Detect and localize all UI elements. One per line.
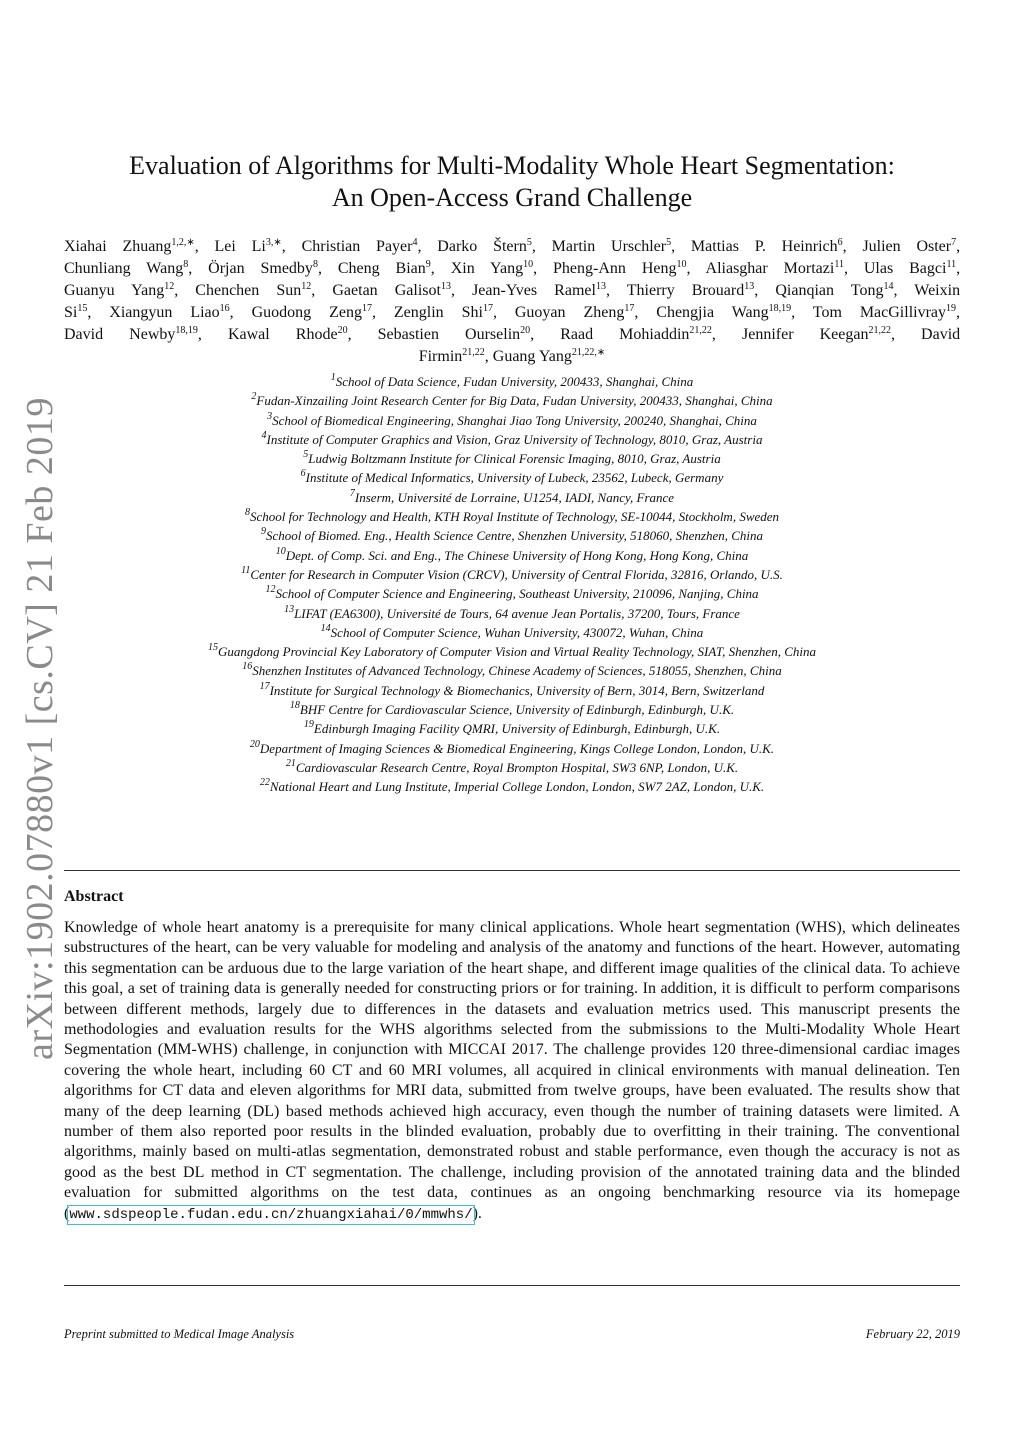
affiliation-text: Cardiovascular Research Centre, Royal Brompton Hospital, SW3 6NP, London, U.K.: [295, 759, 739, 775]
homepage-link[interactable]: www.sdspeople.fudan.edu.cn/zhuangxiahai/0/mmwhs/: [69, 1206, 473, 1223]
affiliation-text: Center for Research in Computer Vision (CRCV), University of Central Florida, 32816, Orlando, U.S.: [250, 566, 783, 582]
author: [627, 282, 776, 299]
affiliation-item: [64, 449, 960, 468]
author-name: Xiangyun Liao: [109, 304, 220, 321]
author-separator: ,: [842, 238, 863, 255]
affiliation-number: 7: [349, 487, 355, 499]
author-affiliation-mark: 20: [337, 325, 348, 336]
author: [560, 326, 742, 343]
author-affiliation-mark: 19: [946, 303, 957, 314]
author-separator: ,: [531, 238, 552, 255]
author: [472, 282, 627, 299]
author-name: Kawal Rhode: [227, 326, 338, 343]
author: [656, 304, 813, 321]
author: [921, 326, 960, 343]
abstract-bottom-rule: [64, 1285, 960, 1286]
author-name: Xiahai Zhuang: [64, 238, 172, 255]
author-name: Chenchen Sun: [195, 282, 302, 299]
affiliation-item: [64, 565, 960, 584]
affiliation-text: Ludwig Boltzmann Institute for Clinical Forensic Imaging, 8010, Graz, Austria: [308, 451, 721, 467]
author-name: Mattias P. Heinrich: [690, 238, 838, 255]
author-name: Martin Urschler: [551, 238, 667, 255]
author: [252, 304, 394, 321]
author-name: Darko Štern: [437, 238, 527, 255]
author-name: Pheng-Ann Heng: [553, 260, 677, 277]
author-affiliation-mark: 4: [412, 237, 418, 248]
author-line: [64, 346, 960, 368]
author-separator: ,: [956, 260, 961, 277]
author-affiliation-mark: 21,22,∗: [571, 347, 606, 358]
abstract-body: [64, 918, 960, 1225]
affiliation-item: [64, 372, 960, 391]
author-line: [64, 324, 960, 346]
author-separator: ,: [605, 282, 627, 299]
author-name: Julien Oster: [862, 238, 952, 255]
author-name: Qianqian Tong: [775, 282, 884, 299]
author-name: Thierry Brouard: [626, 282, 745, 299]
author-line: [64, 302, 960, 324]
author-name: Xin Yang: [450, 260, 524, 277]
affiliation-text: Institute of Computer Graphics and Vision, Graz University of Technology, 8010, Graz, Austria: [266, 431, 763, 447]
affiliation-text: Department of Imaging Sciences & Biomedical Engineering, Kings College London, London, U.K.: [259, 740, 775, 756]
author-name: Guoyan Zheng: [514, 304, 625, 321]
author-affiliation-mark: 11: [834, 259, 844, 270]
footer-journal: Preprint submitted to Medical Image Analysis: [64, 1327, 295, 1341]
author: [775, 282, 914, 299]
author-affiliation-mark: 13: [440, 281, 451, 292]
affiliation-item: [64, 488, 960, 507]
author: [706, 260, 864, 277]
author-affiliation-mark: 5: [666, 237, 672, 248]
author: [64, 238, 215, 255]
author-separator: ,: [430, 260, 451, 277]
author-separator: ,: [686, 260, 706, 277]
author-affiliation-mark: 20: [520, 325, 531, 336]
affiliation-number: 9: [260, 526, 266, 538]
author-name: Christian Payer: [301, 238, 413, 255]
author-affiliation-mark: 21,22: [689, 325, 712, 336]
affiliation-text: Shenzhen Institutes of Advanced Technology, Chinese Academy of Sciences, 518055, Shenzhen, China: [252, 663, 782, 679]
author-name: Raad Mohiaddin: [560, 326, 690, 343]
author-affiliation-mark: 10: [676, 259, 687, 270]
author-name: Chengjia Wang: [656, 304, 769, 321]
author-separator: ,: [956, 304, 961, 321]
author: [338, 260, 451, 277]
author-affiliation-mark: 7: [951, 237, 957, 248]
author-affiliation-mark: 17: [482, 303, 493, 314]
author-separator: ,: [711, 326, 742, 343]
author-affiliation-mark: 12: [301, 281, 312, 292]
author-affiliation-mark: 13: [595, 281, 606, 292]
author: [419, 348, 493, 365]
author-name: Si: [64, 304, 78, 321]
author-name: David: [921, 326, 961, 343]
author-name: Jennifer Keegan: [741, 326, 869, 343]
author-affiliation-mark: 17: [624, 303, 635, 314]
affiliation-text: School of Computer Science and Engineering, Southeast University, 210096, Nanjing, China: [275, 586, 759, 602]
author-affiliation-mark: 18,19: [768, 303, 792, 314]
author-name: Aliasghar Mortazi: [705, 260, 835, 277]
abstract-top-rule: [64, 870, 960, 871]
author-name: Guanyu Yang: [64, 282, 165, 299]
affiliation-number: 2: [251, 391, 257, 403]
author-separator: ,: [194, 238, 215, 255]
affiliation-number: 22: [259, 777, 270, 789]
affiliation-number: 1: [330, 372, 336, 383]
author: [914, 282, 960, 299]
author-separator: ,: [956, 238, 961, 255]
affiliation-item: [64, 604, 960, 623]
author-name: Firmin: [418, 348, 463, 365]
author-list: [64, 236, 960, 368]
affiliation-number: 14: [320, 622, 331, 634]
author: [109, 304, 251, 321]
author-affiliation-mark: 21,22: [462, 347, 485, 358]
affiliation-number: 5: [303, 449, 309, 461]
author-affiliation-mark: 10: [523, 259, 534, 270]
author-name: Ulas Bagci: [863, 260, 947, 277]
author-separator: ,: [634, 304, 657, 321]
author-affiliation-mark: 17: [361, 303, 372, 314]
affiliation-item: [64, 546, 960, 565]
affiliation-number: 19: [303, 719, 314, 731]
author-name: Zenglin Shi: [393, 304, 483, 321]
author-affiliation-mark: 9: [425, 259, 431, 270]
affiliation-item: [64, 681, 960, 700]
author: [228, 326, 378, 343]
affiliation-number: 15: [208, 642, 219, 654]
author-separator: ,: [311, 282, 333, 299]
author: [813, 304, 960, 321]
author-name: Tom MacGillivray: [812, 304, 947, 321]
affiliation-item: [64, 739, 960, 758]
affiliation-text: Dept. of Comp. Sci. and Eng., The Chinese University of Hong Kong, Hong Kong, China: [285, 547, 749, 563]
author-affiliation-mark: 5: [526, 237, 532, 248]
author-name: Jean-Yves Ramel: [472, 282, 596, 299]
author: [64, 282, 195, 299]
affiliation-text: Inserm, Université de Lorraine, U1254, IADI, Nancy, France: [354, 489, 675, 505]
author-separator: ,: [450, 282, 473, 299]
affiliation-text: School of Computer Science, Wuhan University, 430072, Wuhan, China: [330, 624, 704, 640]
author-separator: ,: [197, 326, 228, 343]
affiliation-item: [64, 584, 960, 603]
author-separator: ,: [533, 260, 554, 277]
author-separator: ,: [188, 260, 209, 277]
author-line: [64, 258, 960, 280]
title-line-1: Evaluation of Algorithms for Multi-Modality Whole Heart Segmentation:: [129, 151, 895, 180]
author-affiliation-mark: 16: [219, 303, 230, 314]
author-affiliation-mark: 8: [183, 259, 189, 270]
author-name: Örjan Smedby: [208, 260, 313, 277]
author-name: Sebastien Ourselin: [377, 326, 521, 343]
affiliation-text: National Heart and Lung Institute, Imperial College London, London, SW7 2AZ, London, U.K.: [269, 779, 765, 795]
author-affiliation-mark: 18,19: [175, 325, 198, 336]
affiliation-number: 13: [284, 603, 295, 615]
abstract-text: Knowledge of whole heart anatomy is a prerequisite for many clinical applications. Whole heart segmentation (WHS), which delineates substructures of the heart, can be very valuable for modeling and analysis of the anatomy and functions of the heart. However, automating this segmentation can be arduous due to the large variation of the heart shape, and different image qualities of the clinical data. To achieve this goal, a set of training data is generally needed for constructing priors or for training. In addition, it is difficult to perform comparisons between different methods, largely due to differences in the datasets and evaluation metrics used. This manuscript presents the methodologies and evaluation results for the WHS algorithms selected from the submissions to the Multi-Modality Whole Heart Segmentation (MM-WHS) challenge, in conjunction with MICCAI 2017. The challenge provides 120 three-dimensional cardiac images covering the whole heart, including 60 CT and 60 MRI volumes, all acquired in clinical environments with manual delineation. Ten algorithms for CT data and eleven algorithms for MRI data, submitted from twelve groups, have been evaluated. The results show that many of the deep learning (DL) based methods achieved high accuracy, even though the number of training datasets were limited. A number of them also reported poor results in the blinded evaluation, probably due to overfitting in their training. The conventional algorithms, mainly based on multi-atlas segmentation, demonstrated robust and stable performance, even though the accuracy is not as good as the best DL method in CT segmentation. The challenge, including provision of the annotated training data and the blinded evaluation for submitted algorithms on the test data, continues as an ongoing benchmarking resource via its homepage (: [64, 919, 960, 1222]
affiliation-text: Institute of Medical Informatics, University of Lubeck, 23562, Lubeck, Germany: [305, 470, 724, 486]
author: [64, 260, 208, 277]
author: [208, 260, 338, 277]
author: [195, 282, 332, 299]
author-separator: ,: [791, 304, 813, 321]
affiliation-item: [64, 430, 960, 449]
author-separator: ,: [890, 326, 922, 343]
author-affiliation-mark: 21,22: [868, 325, 891, 336]
affiliation-item: [64, 719, 960, 738]
affiliation-number: 11: [241, 564, 251, 576]
author: [215, 238, 302, 255]
title-line-2: An Open-Access Grand Challenge: [331, 183, 693, 212]
author: [437, 238, 551, 255]
author: [302, 238, 438, 255]
abstract-heading: Abstract: [64, 888, 124, 905]
author: [332, 282, 472, 299]
author: [552, 238, 691, 255]
author-affiliation-mark: 1,2,∗: [171, 237, 195, 248]
author: [862, 238, 960, 255]
affiliation-number: 6: [300, 468, 306, 480]
affiliation-text: School of Biomedical Engineering, Shanghai Jiao Tong University, 200240, Shanghai, China: [272, 412, 757, 428]
author: [742, 326, 921, 343]
author: [378, 326, 561, 343]
author-name: Guodong Zeng: [251, 304, 362, 321]
author-affiliation-mark: 3,∗: [265, 237, 282, 248]
affiliation-text: School of Biomed. Eng., Health Science Centre, Shenzhen University, 518060, Shenzhen, China: [265, 528, 764, 544]
affiliation-text: School for Technology and Health, KTH Royal Institute of Technology, SE-10044, Stockholm, Sweden: [249, 509, 780, 525]
author-affiliation-mark: 13: [744, 281, 755, 292]
author-name: Gaetan Galisot: [332, 282, 441, 299]
author-affiliation-mark: 11: [946, 259, 957, 270]
author-affiliation-mark: 15: [77, 303, 88, 314]
author: [493, 348, 606, 365]
author-separator: ,: [229, 304, 252, 321]
author-separator: ,: [492, 304, 515, 321]
author-separator: ,: [371, 304, 394, 321]
author-separator: ,: [530, 326, 561, 343]
affiliation-number: 17: [259, 680, 270, 692]
author-separator: ,: [317, 260, 338, 277]
affiliation-item: [64, 391, 960, 410]
abstract-tail: ).: [472, 1204, 482, 1222]
affiliation-text: Guangdong Provincial Key Laboratory of Computer Vision and Virtual Reality Technology, SIAT, Shenzhen, China: [218, 644, 816, 660]
affiliation-text: Fudan-Xinzailing Joint Research Center for Big Data, Fudan University, 200433, Shanghai, China: [256, 393, 773, 409]
author: [451, 260, 553, 277]
author-name: David Newby: [64, 326, 176, 343]
affiliation-text: Institute for Surgical Technology & Biomechanics, University of Bern, 3014, Bern, Switzerland: [269, 682, 765, 698]
paper-title: [90, 150, 934, 214]
affiliation-number: 18: [289, 700, 300, 712]
affiliation-item: [64, 468, 960, 487]
arxiv-identifier: arXiv:1902.07880v1 [cs.CV] 21 Feb 2019: [19, 397, 61, 1060]
affiliation-number: 4: [261, 429, 267, 441]
author-separator: ,: [347, 326, 378, 343]
author: [553, 260, 706, 277]
author-separator: ,: [484, 348, 493, 365]
affiliation-item: [64, 526, 960, 545]
author: [64, 304, 109, 321]
author: [515, 304, 656, 321]
author-name: Chunliang Wang: [64, 260, 184, 277]
author: [394, 304, 515, 321]
author-affiliation-mark: 12: [164, 281, 175, 292]
affiliation-item: [64, 700, 960, 719]
author-affiliation-mark: 8: [312, 259, 318, 270]
affiliation-number: 12: [265, 584, 276, 596]
author-separator: ,: [174, 282, 196, 299]
affiliation-text: School of Data Science, Fudan University, 200433, Shanghai, China: [335, 374, 694, 389]
affiliation-number: 3: [267, 410, 273, 422]
author-separator: ,: [417, 238, 438, 255]
affiliation-number: 20: [249, 738, 260, 750]
author-name: Guang Yang: [492, 348, 572, 365]
author-name: Weixin: [914, 282, 961, 299]
author-affiliation-mark: 6: [837, 237, 843, 248]
author-separator: ,: [281, 238, 302, 255]
author-line: [64, 280, 960, 302]
affiliation-number: 21: [285, 757, 296, 769]
affiliation-list: [64, 372, 960, 797]
author-separator: ,: [754, 282, 776, 299]
author-line: [64, 236, 960, 258]
author: [64, 326, 228, 343]
affiliation-number: 10: [275, 545, 286, 557]
author-affiliation-mark: 14: [883, 281, 894, 292]
affiliation-item: [64, 758, 960, 777]
author-name: Lei Li: [214, 238, 266, 255]
affiliation-item: [64, 661, 960, 680]
author: [864, 260, 960, 277]
affiliation-number: 8: [244, 507, 250, 519]
author-separator: ,: [671, 238, 691, 255]
author-separator: ,: [843, 260, 864, 277]
affiliation-text: Edinburgh Imaging Facility QMRI, University of Edinburgh, Edinburgh, U.K.: [313, 721, 721, 737]
footer-date: February 22, 2019: [865, 1327, 960, 1341]
affiliation-text: BHF Centre for Cardiovascular Science, University of Edinburgh, Edinburgh, U.K.: [299, 702, 735, 718]
affiliation-number: 16: [242, 661, 253, 673]
affiliation-item: [64, 642, 960, 661]
affiliation-item: [64, 623, 960, 642]
author-separator: ,: [87, 304, 110, 321]
author-separator: ,: [893, 282, 915, 299]
author-name: Cheng Bian: [337, 260, 426, 277]
affiliation-item: [64, 507, 960, 526]
affiliation-item: [64, 777, 960, 796]
affiliation-item: [64, 411, 960, 430]
author: [691, 238, 863, 255]
affiliation-text: LIFAT (EA6300), Université de Tours, 64 avenue Jean Portalis, 37200, Tours, France: [294, 605, 740, 621]
